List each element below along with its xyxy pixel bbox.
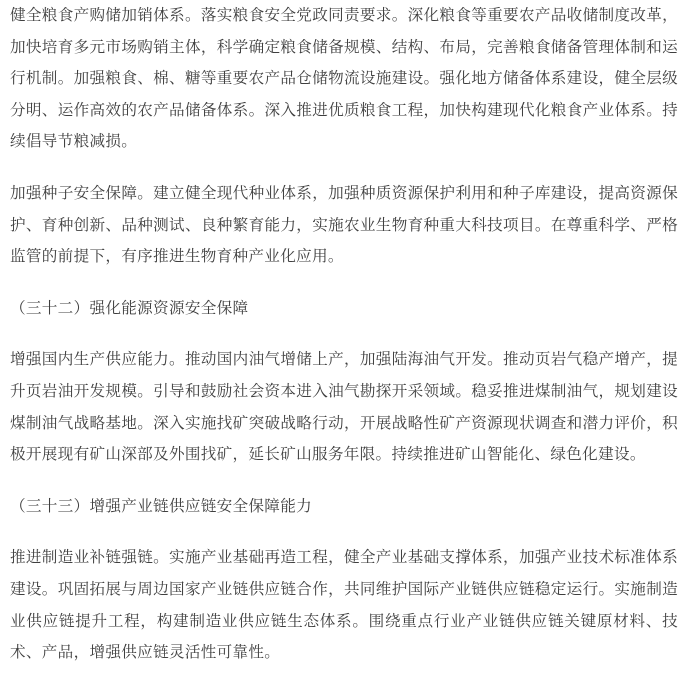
document-body — [10, 0, 678, 669]
paragraph-gap — [10, 324, 678, 344]
paragraph-manufacturing-chain: 推进制造业补链强链。实施产业基础再造工程，健全产业基础支撑体系，加强产业技术标准体系建设。巩固拓展与周边国家产业链供应链合作，共同维护国际产业链供应链稳定运行。实施制造业供应链提升工程，构建制造业供应链生态体系。围绕重点行业产业链供应链关键原材料、技术、产品，增强供应链灵活性可靠性。 — [10, 548, 678, 662]
paragraph-grain-system: 健全粮食产购储加销体系。落实粮食安全党政同责要求。深化粮食等重要农产品收储制度改革，加快培育多元市场购销主体，科学确定粮食储备规模、结构、布局，完善粮食储备管理体制和运行机制。加强粮食、棉、糖等重要农产品仓储物流设施建设。强化地方储备体系建设，健全层级分明、运作高效的农产品储备体系。深入推进优质粮食工程，加快构建现代化粮食产业体系。持续倡导节粮减损。 — [10, 6, 678, 151]
paragraph-gap — [10, 273, 678, 293]
section-heading-32: （三十二）强化能源资源安全保障 — [10, 298, 249, 317]
paragraph-gap — [10, 471, 678, 491]
paragraph-domestic-supply: 增强国内生产供应能力。推动国内油气增储上产，加强陆海油气开发。推动页岩气稳产增产，提升页岩油开发规模。引导和鼓励社会资本进入油气勘探开采领域。稳妥推进煤制油气，规划建设煤制油气战略基地。深入实施找矿突破战略行动，开展战略性矿产资源现状调查和潜力评价，积极开展现有矿山深部及外围找矿，延长矿山服务年限。持续推进矿山智能化、绿色化建设。 — [10, 350, 678, 464]
paragraph-gap — [10, 158, 678, 178]
section-heading-33: （三十三）增强产业链供应链安全保障能力 — [10, 496, 312, 515]
paragraph-seed-security: 加强种子安全保障。建立健全现代种业体系，加强种质资源保护利用和种子库建设，提高资源保护、育种创新、品种测试、良种繁育能力，实施农业生物育种重大科技项目。在尊重科学、严格监管的前提下，有序推进生物育种产业化应用。 — [10, 183, 678, 266]
paragraph-gap — [10, 522, 678, 542]
